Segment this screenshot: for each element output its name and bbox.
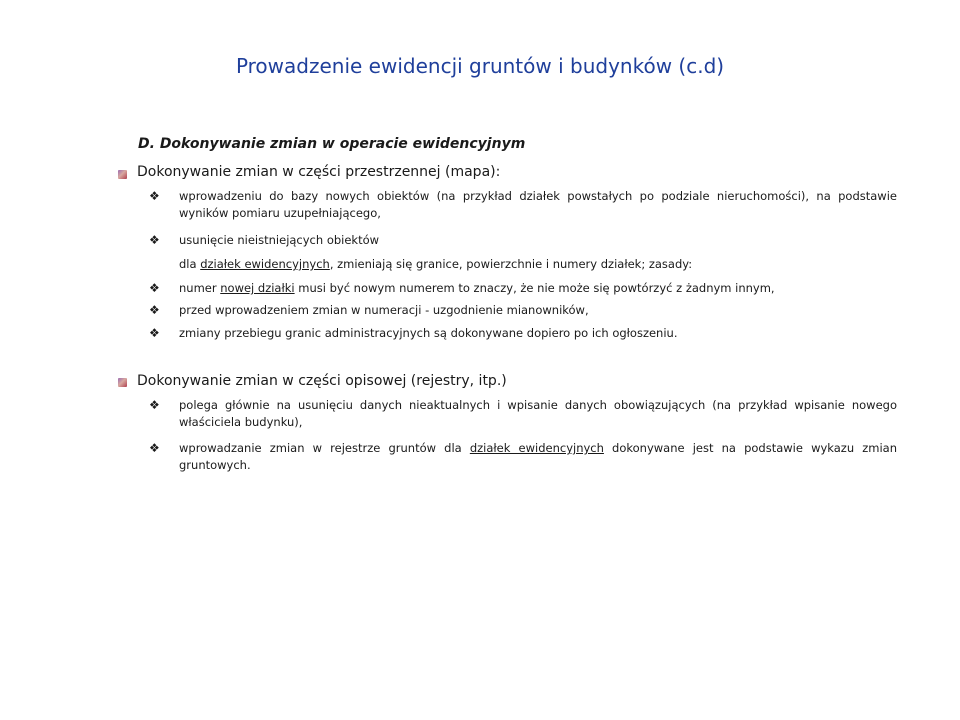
- note-pre: dla: [179, 257, 201, 271]
- note-underlined: działek ewidencyjnych: [200, 257, 330, 271]
- section2-item2: [179, 440, 897, 474]
- diamond-bullet-icon: ❖: [149, 189, 160, 203]
- section1-item2: usunięcie nieistniejących obiektów: [179, 233, 380, 247]
- subtitle: D. Dokonywanie zmian w operacie ewidencyjnym: [138, 136, 526, 152]
- diamond-bullet-icon: ❖: [149, 326, 160, 340]
- item3-post: musi być nowym numerem to znaczy, że nie może się powtórzyć z żadnym innym,: [294, 281, 775, 295]
- diamond-bullet-icon: ❖: [149, 441, 160, 455]
- s2-item2-pre: wprowadzanie zmian w rejestrze gruntów dla: [179, 441, 470, 455]
- item3-underlined: nowej działki: [220, 281, 295, 295]
- section-bullet-icon: [118, 378, 127, 387]
- note-post: , zmieniają się granice, powierzchnie i numery działek; zasady:: [329, 257, 693, 271]
- section2-heading: Dokonywanie zmian w części opisowej (rejestry, itp.): [137, 373, 507, 389]
- s2-item2-post: dokonywane jest na podstawie wykazu zmian gruntowych.: [179, 441, 898, 472]
- diamond-bullet-icon: ❖: [149, 303, 160, 317]
- diamond-bullet-icon: ❖: [149, 398, 160, 412]
- section1-note: [179, 256, 897, 273]
- s2-item2-underlined: działek ewidencyjnych: [469, 441, 604, 455]
- slide-title: Prowadzenie ewidencji gruntów i budynków (c.d): [235, 54, 725, 78]
- item3-pre: numer: [179, 281, 221, 295]
- section1-item3: [179, 280, 897, 297]
- section-bullet-icon: [118, 170, 127, 179]
- diamond-bullet-icon: ❖: [149, 233, 160, 247]
- diamond-bullet-icon: ❖: [149, 281, 160, 295]
- section1-item4: przed wprowadzeniem zmian w numeracji - uzgodnienie mianowników,: [179, 303, 589, 317]
- section1-item5: zmiany przebiegu granic administracyjnych są dokonywane dopiero po ich ogłoszeniu.: [179, 326, 678, 340]
- section1-item1: wprowadzeniu do bazy nowych obiektów (na przykład działek powstałych po podziale nieruchomości), na podstawie wyników pomiaru uzupełniającego,: [179, 189, 897, 220]
- section2-item1: polega głównie na usunięciu danych nieaktualnych i wpisanie danych obowiązujących (na przykład wpisanie nowego właściciela budynku),: [179, 398, 897, 429]
- section1-heading: Dokonywanie zmian w części przestrzennej (mapa):: [137, 164, 501, 180]
